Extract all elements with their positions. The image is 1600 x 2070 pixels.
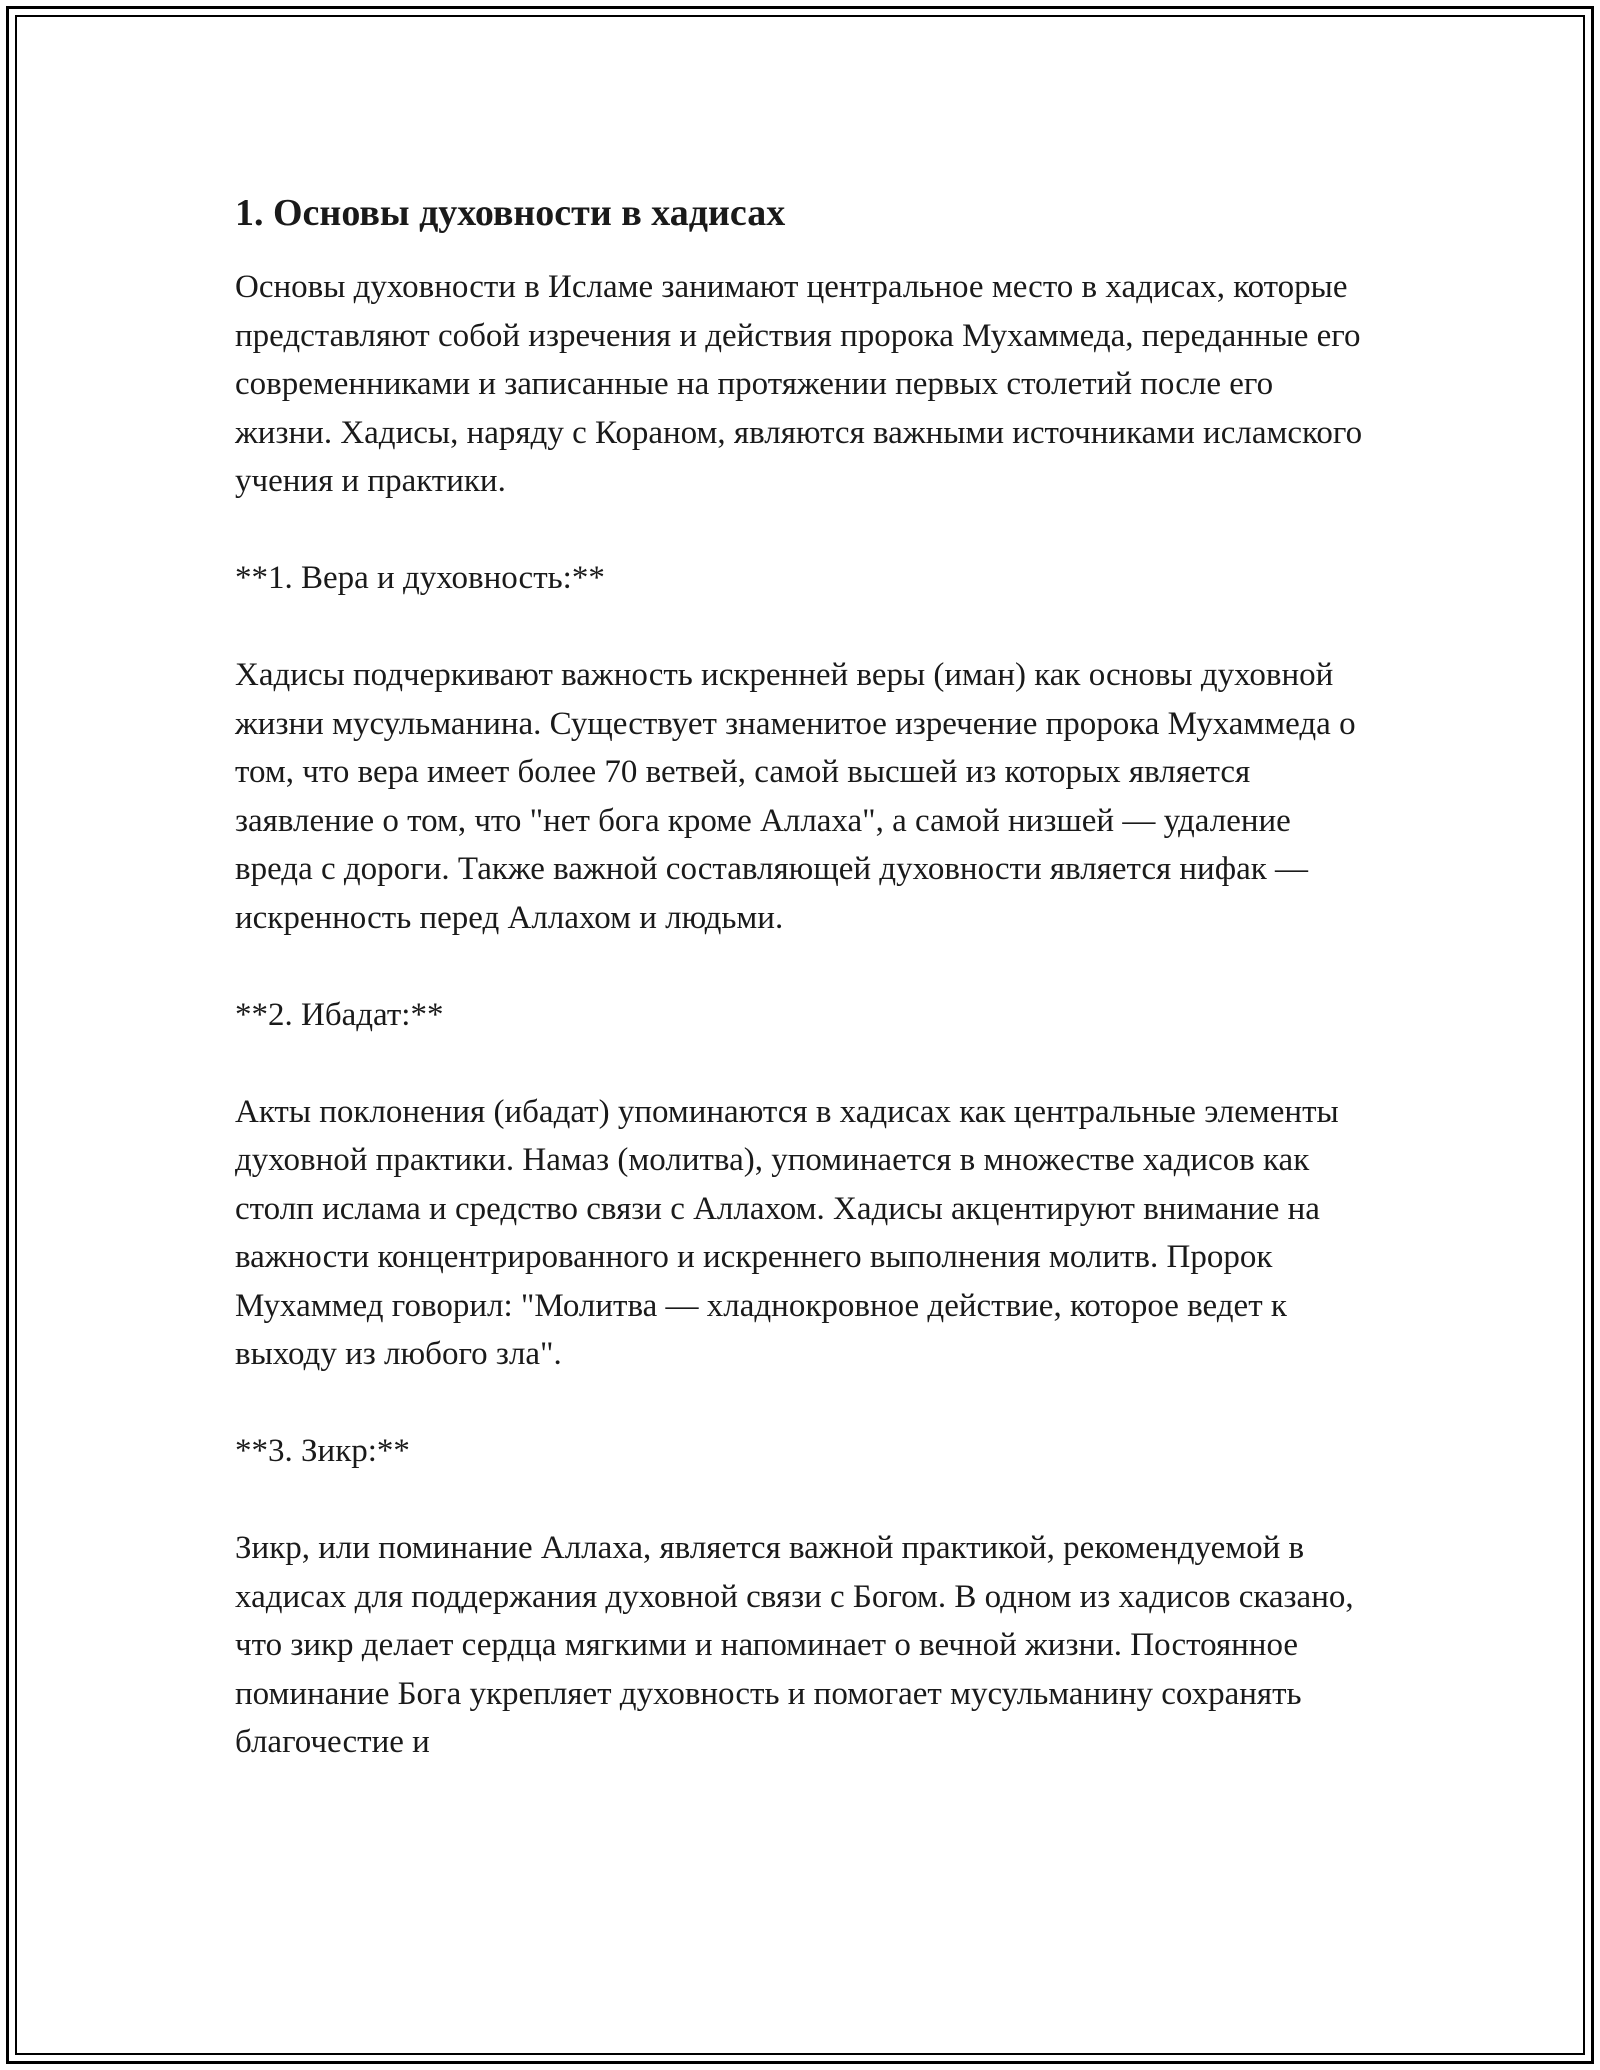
document-body [235, 185, 1375, 1815]
paragraph-ibadat: Акты поклонения (ибадат) упоминаются в хадисах как центральные элементы духовной практики. Намаз (молитва), упоминается в множестве хадисов как столп ислама и средство связи с Аллахом. Хадисы акцентируют внимание на важности концентрированного и искреннего выполнения молитв. Пророк Мухаммед говорил: "Молитва — хладнокровное действие, которое ведет к выходу из любого зла". [235, 1093, 1339, 1372]
subheading-ibadat: **2. Ибадат:** [235, 996, 444, 1033]
paragraph-intro: Основы духовности в Исламе занимают центральное место в хадисах, которые представляют собой изречения и действия пророка Мухаммеда, переданные его современниками и записанные на протяжении первых столетий после его жизни. Хадисы, наряду с Кораном, являются важными источниками исламского учения и практики. [235, 269, 1363, 499]
paragraph-zikr: Зикр, или поминание Аллаха, является важной практикой, рекомендуемой в хадисах для поддержания духовной связи с Богом. В одном из хадисов сказано, что зикр делает сердца мягкими и напоминает о вечной жизни. Постоянное поминание Бога укрепляет духовность и помогает мусульманину сохранять благочестие и [235, 1530, 1354, 1760]
section-title: 1. Основы духовности в хадисах [235, 192, 786, 234]
paragraph-faith: Хадисы подчеркивают важность искренней веры (иман) как основы духовной жизни мусульманина. Существует знаменитое изречение пророка Мухаммеда о том, что вера имеет более 70 ветвей, самой высшей из которых является заявление о том, что "нет бога кроме Аллаха", а самой низшей — удаление вреда с дороги. Также важной составляющей духовности является нифак — искренность перед Аллахом и людьми. [235, 657, 1356, 936]
subheading-zikr: **3. Зикр:** [235, 1433, 410, 1469]
subheading-faith: **1. Вера и духовность:** [235, 560, 605, 596]
